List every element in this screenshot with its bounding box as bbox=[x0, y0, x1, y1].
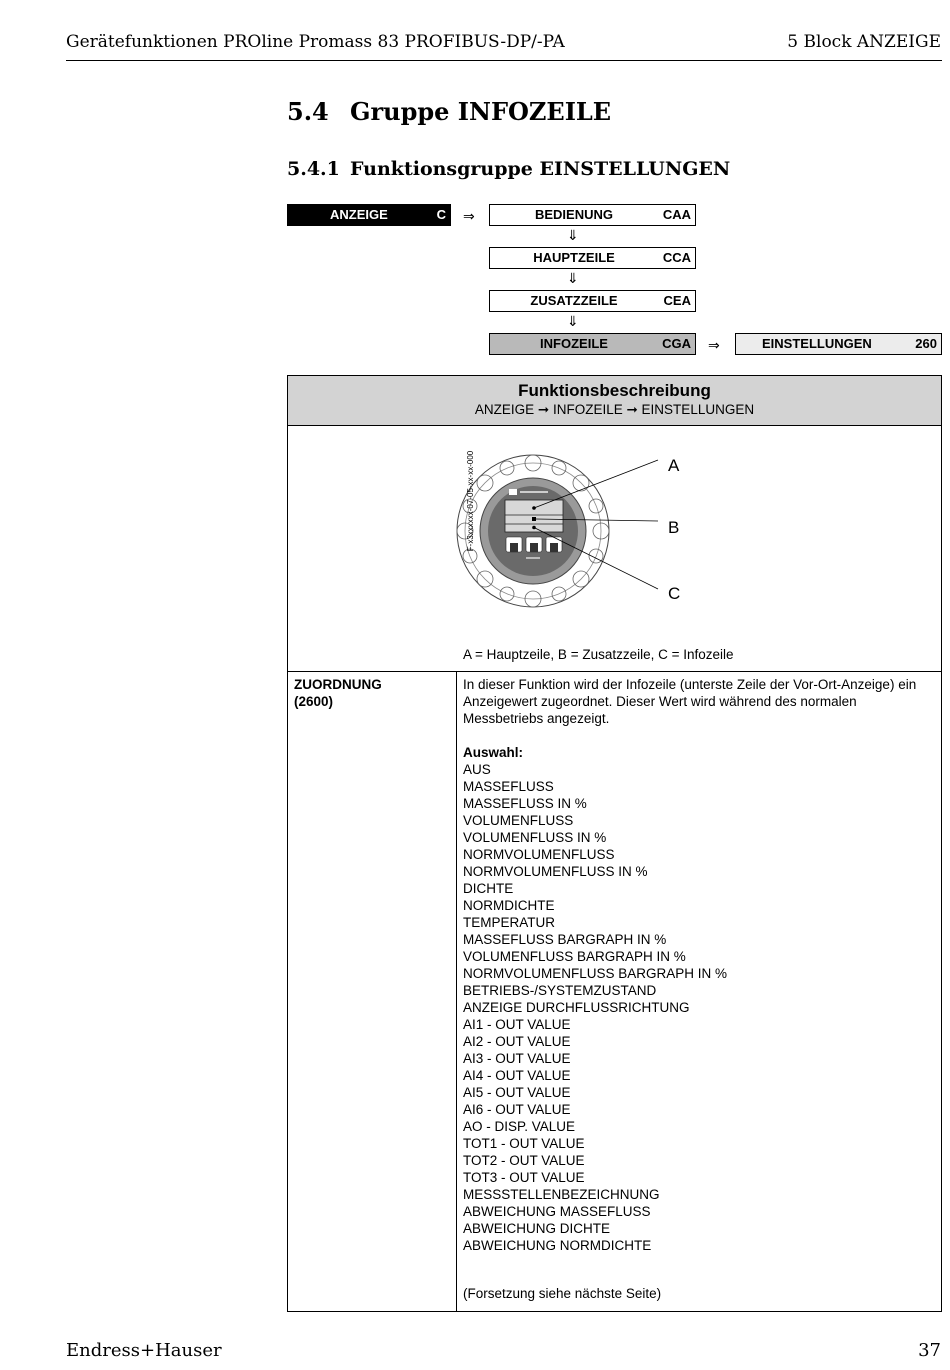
nav-function-group-label: EINSTELLUNGEN bbox=[762, 336, 872, 351]
row-divider bbox=[288, 671, 941, 672]
function-name: ZUORDNUNG bbox=[294, 677, 382, 692]
function-name-cell bbox=[294, 676, 382, 710]
header-chapter: 5 Block ANZEIGE bbox=[787, 32, 941, 52]
option-item: AI5 - OUT VALUE bbox=[463, 1085, 571, 1100]
choice-title: Auswahl: bbox=[463, 745, 524, 760]
option-item: AI1 - OUT VALUE bbox=[463, 1017, 571, 1032]
function-table bbox=[287, 375, 942, 1312]
figure-code: F-x3xxxxxx-07-05-xx-xx-000 bbox=[466, 450, 475, 552]
nav-group-label: ZUSATZZEILE bbox=[530, 293, 618, 308]
option-item: VOLUMENFLUSS bbox=[463, 813, 574, 828]
footer-brand: Endress+Hauser bbox=[66, 1340, 222, 1361]
nav-block-code: C bbox=[436, 207, 446, 222]
option-item: AUS bbox=[463, 762, 491, 777]
option-item: VOLUMENFLUSS BARGRAPH IN % bbox=[463, 949, 686, 964]
option-item: AI4 - OUT VALUE bbox=[463, 1068, 571, 1083]
continuation-note: (Forsetzung siehe nächste Seite) bbox=[463, 1286, 662, 1301]
nav-group-label: HAUPTZEILE bbox=[533, 250, 615, 265]
option-item: AI6 - OUT VALUE bbox=[463, 1102, 571, 1117]
nav-group-code: CEA bbox=[663, 293, 691, 308]
table-header bbox=[288, 376, 941, 426]
figure-label-c: C bbox=[668, 584, 681, 603]
option-item: MASSEFLUSS bbox=[463, 779, 554, 794]
header-rule bbox=[66, 60, 942, 61]
option-item: AI3 - OUT VALUE bbox=[463, 1051, 571, 1066]
option-item: NORMVOLUMENFLUSS BARGRAPH IN % bbox=[463, 966, 728, 981]
function-code: (2600) bbox=[294, 694, 334, 709]
figure-label-b: B bbox=[668, 518, 680, 537]
option-item: TEMPERATUR bbox=[463, 915, 556, 930]
subsection-title: Funktionsgruppe EINSTELLUNGEN bbox=[350, 158, 731, 180]
option-item: AO - DISP. VALUE bbox=[463, 1119, 576, 1134]
option-item: TOT1 - OUT VALUE bbox=[463, 1136, 585, 1151]
column-divider bbox=[456, 672, 457, 1311]
option-list bbox=[463, 761, 933, 1254]
table-path: ANZEIGE ➞ INFOZEILE ➞ EINSTELLUNGEN bbox=[474, 402, 755, 417]
nav-group-bedienung bbox=[489, 204, 696, 226]
section-number: 5.4 bbox=[287, 97, 329, 126]
table-title: Funktionsbeschreibung bbox=[518, 381, 711, 400]
option-item: DICHTE bbox=[463, 881, 514, 896]
option-item: MASSEFLUSS IN % bbox=[463, 796, 587, 811]
option-item: AI2 - OUT VALUE bbox=[463, 1034, 571, 1049]
nav-block-label: ANZEIGE bbox=[330, 207, 388, 222]
nav-group-code: CAA bbox=[662, 207, 691, 222]
nav-group-label: BEDIENUNG bbox=[534, 207, 613, 222]
section-title: Gruppe INFOZEILE bbox=[350, 97, 612, 126]
nav-group-infozeile bbox=[489, 333, 696, 355]
figure-label-a: A bbox=[668, 456, 680, 475]
nav-arrow-down: ⇓ bbox=[567, 270, 579, 286]
nav-group-hauptzeile bbox=[489, 247, 696, 269]
brand-logo-icon bbox=[509, 489, 517, 495]
option-item: ANZEIGE DURCHFLUSSRICHTUNG bbox=[463, 1000, 690, 1015]
subsection-number: 5.4.1 bbox=[287, 158, 340, 180]
option-item: ABWEICHUNG DICHTE bbox=[463, 1221, 611, 1236]
nav-arrow-right: ⇒ bbox=[708, 337, 720, 353]
option-item: VOLUMENFLUSS IN % bbox=[463, 830, 607, 845]
option-item: TOT3 - OUT VALUE bbox=[463, 1170, 585, 1185]
nav-arrow-right: ⇒ bbox=[463, 208, 475, 224]
option-item: MESSSTELLENBEZEICHNUNG bbox=[463, 1187, 660, 1202]
nav-block-anzeige bbox=[287, 204, 451, 226]
nav-group-code: CGA bbox=[662, 336, 691, 351]
nav-arrow-down: ⇓ bbox=[567, 313, 579, 329]
option-item: ABWEICHUNG NORMDICHTE bbox=[463, 1238, 652, 1253]
nav-group-label: INFOZEILE bbox=[540, 336, 608, 351]
option-item: NORMVOLUMENFLUSS IN % bbox=[463, 864, 648, 879]
figure-caption: A = Hauptzeile, B = Zusatzzeile, C = Infozeile bbox=[463, 647, 734, 662]
page-number: 37 bbox=[918, 1340, 941, 1361]
nav-function-group-einstellungen bbox=[735, 333, 942, 355]
header-title: Gerätefunktionen PROline Promass 83 PROFIBUS-DP/-PA bbox=[66, 32, 565, 52]
option-item: BETRIEBS-/SYSTEMZUSTAND bbox=[463, 983, 657, 998]
nav-group-zusatzzeile bbox=[489, 290, 696, 312]
additional-line-dot bbox=[532, 517, 536, 521]
option-item: TOT2 - OUT VALUE bbox=[463, 1153, 585, 1168]
option-item: NORMDICHTE bbox=[463, 898, 555, 913]
nav-arrow-down: ⇓ bbox=[567, 227, 579, 243]
nav-group-code: CCA bbox=[662, 250, 691, 265]
brand-text bbox=[520, 491, 548, 493]
display-figure bbox=[453, 449, 703, 614]
option-item: ABWEICHUNG MASSEFLUSS bbox=[463, 1204, 651, 1219]
function-description-cell bbox=[463, 676, 933, 1254]
function-description: In dieser Funktion wird der Infozeile (unterste Zeile der Vor-Ort-Anzeige) ein Anzeigewert zugeordnet. Dieser Wert wird während des normalen Messbetriebs angezeigt. bbox=[463, 677, 917, 726]
option-item: NORMVOLUMENFLUSS bbox=[463, 847, 615, 862]
nav-function-group-code: 260 bbox=[915, 336, 937, 351]
option-item: MASSEFLUSS BARGRAPH IN % bbox=[463, 932, 667, 947]
